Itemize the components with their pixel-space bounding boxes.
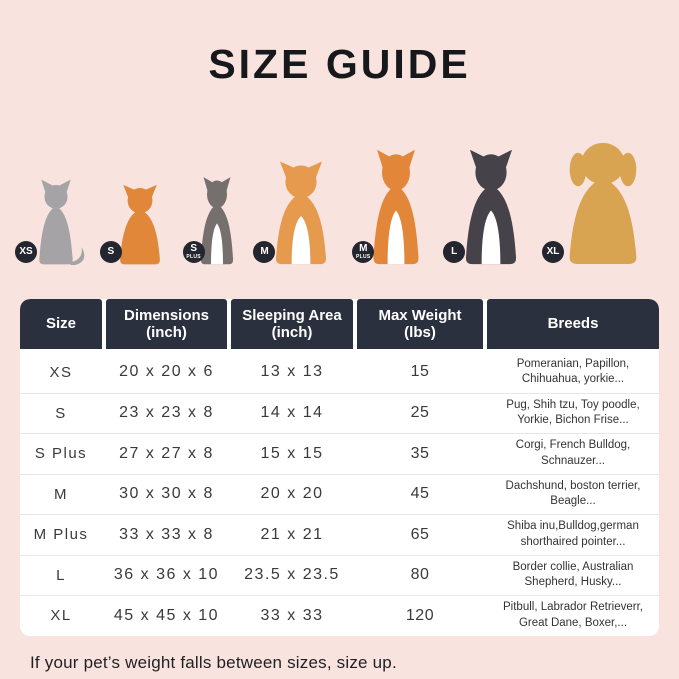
size-badge-l bbox=[443, 241, 465, 263]
cell-size: L bbox=[56, 566, 66, 584]
cell-size: XS bbox=[49, 363, 73, 381]
column-header-dimensions bbox=[106, 299, 227, 349]
column-header-breeds bbox=[487, 299, 659, 349]
golden-retriever-illustration bbox=[551, 137, 655, 265]
size-table-header bbox=[20, 299, 659, 349]
cell-sleeping-area: 14 x 14 bbox=[260, 404, 324, 422]
badge-label: S bbox=[107, 246, 115, 257]
animal-shiba-inu bbox=[356, 147, 431, 265]
cell-max-weight: 80 bbox=[410, 566, 430, 584]
column-label: Dimensions bbox=[123, 306, 210, 324]
cell-sleeping-area: 23.5 x 23.5 bbox=[244, 566, 340, 584]
size-badge-xl bbox=[542, 241, 564, 263]
column-unit: (lbs) bbox=[404, 324, 436, 341]
table-row-xs bbox=[20, 352, 659, 393]
badge-label: XS bbox=[19, 246, 33, 257]
size-badge-xs bbox=[15, 241, 37, 263]
cell-size: XL bbox=[50, 607, 72, 625]
cell-dimensions: 36 x 36 x 10 bbox=[113, 566, 220, 584]
page-title: SIZE GUIDE bbox=[208, 41, 471, 87]
cell-max-weight: 65 bbox=[410, 525, 430, 543]
column-label: Breeds bbox=[547, 315, 599, 333]
badge-label: L bbox=[451, 246, 458, 257]
animal-french-bulldog bbox=[186, 175, 242, 265]
table-row-l bbox=[20, 555, 659, 596]
animal-corgi bbox=[262, 159, 340, 265]
badge-label: XL bbox=[546, 246, 560, 257]
animal-border-collie bbox=[452, 147, 530, 265]
cell-breeds: Border collie, Australian Shepherd, Husky... bbox=[512, 560, 634, 589]
cell-breeds: Pomeranian, Papillon, Chihuahua, yorkie... bbox=[516, 357, 630, 386]
cell-size: M Plus bbox=[33, 526, 89, 544]
badge-label: M bbox=[260, 246, 269, 257]
cell-dimensions: 27 x 27 x 8 bbox=[119, 444, 214, 462]
pet-size-lineup bbox=[19, 125, 655, 265]
badge-label: S bbox=[190, 243, 197, 254]
cell-max-weight: 25 bbox=[410, 404, 430, 422]
badge-sublabel: PLUS bbox=[356, 254, 371, 260]
column-label: Sleeping Area bbox=[242, 306, 342, 324]
cell-breeds: Corgi, French Bulldog, Schnauzer... bbox=[515, 439, 631, 467]
column-unit: (inch) bbox=[271, 324, 313, 341]
column-unit: (inch) bbox=[146, 324, 187, 341]
cell-dimensions: 30 x 30 x 8 bbox=[119, 485, 214, 503]
table-row-m bbox=[20, 474, 659, 515]
animal-cat bbox=[19, 179, 88, 265]
cell-max-weight: 15 bbox=[410, 363, 430, 381]
cell-dimensions: 45 x 45 x 10 bbox=[113, 606, 220, 624]
cell-size: S Plus bbox=[34, 445, 88, 463]
table-row-xl bbox=[20, 595, 659, 636]
table-row-s-plus bbox=[20, 433, 659, 474]
column-label: Max Weight bbox=[378, 306, 462, 324]
size-badge-s-plus bbox=[183, 241, 205, 263]
cell-sleeping-area: 13 x 13 bbox=[260, 363, 324, 381]
cell-sleeping-area: 20 x 20 bbox=[260, 485, 324, 503]
cell-sleeping-area: 33 x 33 bbox=[260, 606, 324, 624]
cell-breeds: Pitbull, Labrador Retrieverr, Great Dane, Boxer,... bbox=[503, 601, 643, 629]
animal-golden-retriever bbox=[546, 137, 655, 265]
cell-breeds: Shiba inu,Bulldog,german shorthaired pointer... bbox=[507, 520, 639, 548]
cell-sleeping-area: 15 x 15 bbox=[260, 444, 324, 462]
size-up-note: If your pet’s weight falls between sizes, size up. bbox=[30, 652, 397, 672]
badge-label: M bbox=[359, 243, 368, 254]
cell-sleeping-area: 21 x 21 bbox=[260, 525, 324, 543]
cell-breeds: Pug, Shih tzu, Toy poodle, Yorkie, Bichon Frise... bbox=[506, 398, 640, 427]
badge-sublabel: PLUS bbox=[186, 254, 201, 260]
size-badge-s bbox=[100, 241, 122, 263]
cell-max-weight: 45 bbox=[410, 485, 430, 503]
cell-dimensions: 20 x 20 x 6 bbox=[119, 363, 214, 381]
table-row-m-plus bbox=[20, 514, 659, 555]
cell-max-weight: 120 bbox=[405, 606, 435, 624]
animal-pomeranian bbox=[109, 183, 171, 265]
cell-dimensions: 33 x 33 x 8 bbox=[119, 525, 214, 543]
cell-dimensions: 23 x 23 x 8 bbox=[119, 404, 214, 422]
column-label: Size bbox=[45, 315, 76, 333]
table-row-s bbox=[20, 393, 659, 434]
column-header-max-weight bbox=[357, 299, 483, 349]
size-table bbox=[20, 299, 659, 636]
cell-breeds: Dachshund, boston terrier, Beagle... bbox=[505, 479, 641, 508]
cell-size: M bbox=[54, 485, 68, 503]
column-header-size bbox=[20, 299, 102, 349]
cell-max-weight: 35 bbox=[410, 444, 430, 462]
size-table-body bbox=[20, 352, 659, 636]
cell-size: S bbox=[55, 404, 67, 422]
column-header-sleeping-area bbox=[231, 299, 353, 349]
